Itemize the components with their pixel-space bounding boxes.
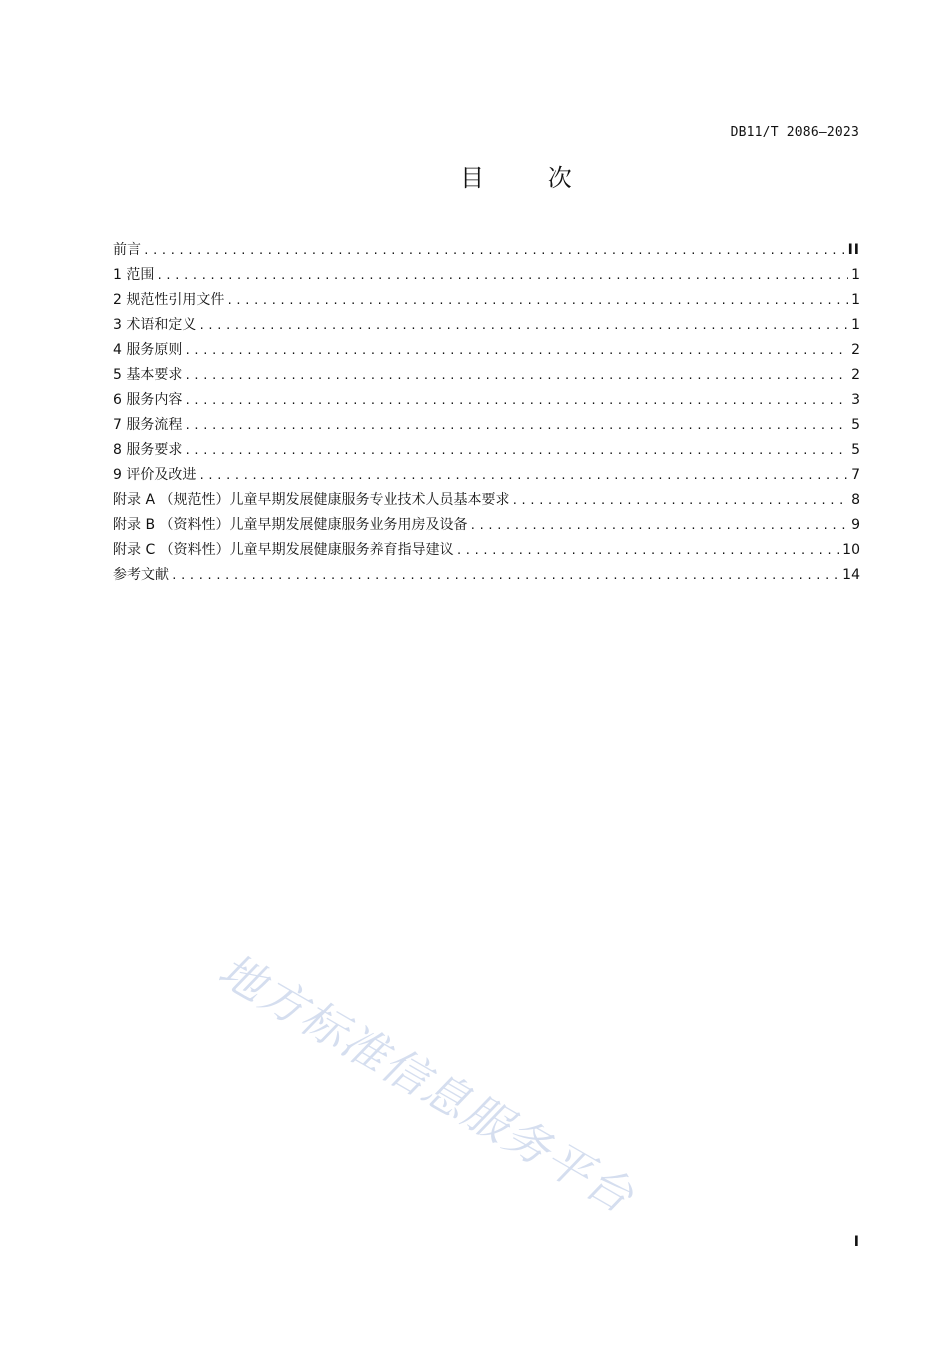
toc-entry-appendix-b[interactable] [113,513,860,538]
toc-entry-page: 5 [851,417,860,433]
toc-dot-leader [171,563,839,588]
toc-entry-page: 2 [851,367,860,383]
page-title: 目 次 [460,164,600,192]
toc-entry-scope[interactable] [113,263,860,288]
toc-entry-label: 8 服务要求 [113,442,183,458]
toc-dot-leader [456,538,839,563]
toc-entry-label: 7 服务流程 [113,417,183,433]
toc-entry-label: 5 基本要求 [113,367,183,383]
toc-entry-terms-definitions[interactable] [113,313,860,338]
toc-entry-label: 附录 B （资料性）儿童早期发展健康服务业务用房及设备 [113,517,468,533]
toc-entry-page: 1 [851,317,860,333]
toc-entry-service-requirements[interactable] [113,438,860,463]
toc-entry-label: 参考文献 [113,567,169,583]
toc-entry-page: 14 [842,567,860,583]
watermark: 地方标准信息服务平台 [209,943,644,1224]
toc-entry-page: 3 [851,392,860,408]
toc-entry-label: 9 评价及改进 [113,467,197,483]
toc-entry-label: 1 范围 [113,267,155,283]
toc-entry-page: 2 [851,342,860,358]
toc-entry-page: 8 [851,492,860,508]
toc-entry-page: 1 [851,292,860,308]
toc-entry-label: 附录 C （资料性）儿童早期发展健康服务养育指导建议 [113,542,454,558]
toc-entry-label: 6 服务内容 [113,392,183,408]
toc-entry-page: 7 [851,467,860,483]
toc-entry-label: 3 术语和定义 [113,317,197,333]
toc-entry-appendix-a[interactable] [113,488,860,513]
toc-entry-page: 1 [851,267,860,283]
toc-entry-bibliography[interactable] [113,563,860,588]
page-number: I [853,1234,859,1250]
toc-entry-service-principles[interactable] [113,338,860,363]
toc-entry-evaluation-improvement[interactable] [113,463,860,488]
toc-dot-leader [184,363,848,388]
toc-entry-page: 9 [851,517,860,533]
toc-dot-leader [184,388,848,413]
toc-entry-label: 4 服务原则 [113,342,183,358]
toc-dot-leader [198,463,848,488]
toc-entry-page: 5 [851,442,860,458]
toc-dot-leader [226,288,848,313]
toc-entry-page: 10 [842,542,860,558]
toc-dot-leader [143,238,845,263]
toc-dot-leader [156,263,848,288]
toc-dot-leader [184,338,848,363]
toc-entry-service-process[interactable] [113,413,860,438]
table-of-contents [113,238,860,588]
toc-entry-normative-references[interactable] [113,288,860,313]
toc-entry-label: 附录 A （规范性）儿童早期发展健康服务专业技术人员基本要求 [113,492,510,508]
toc-dot-leader [184,438,848,463]
document-id: DB11/T 2086—2023 [730,125,859,140]
toc-entry-foreword[interactable] [113,238,860,263]
toc-dot-leader [198,313,848,338]
toc-entry-page: II [847,242,860,258]
toc-entry-appendix-c[interactable] [113,538,860,563]
toc-entry-service-content[interactable] [113,388,860,413]
toc-dot-leader [184,413,848,438]
toc-entry-label: 2 规范性引用文件 [113,292,225,308]
toc-dot-leader [470,513,849,538]
toc-dot-leader [511,488,848,513]
toc-entry-basic-requirements[interactable] [113,363,860,388]
toc-entry-label: 前言 [113,242,141,258]
